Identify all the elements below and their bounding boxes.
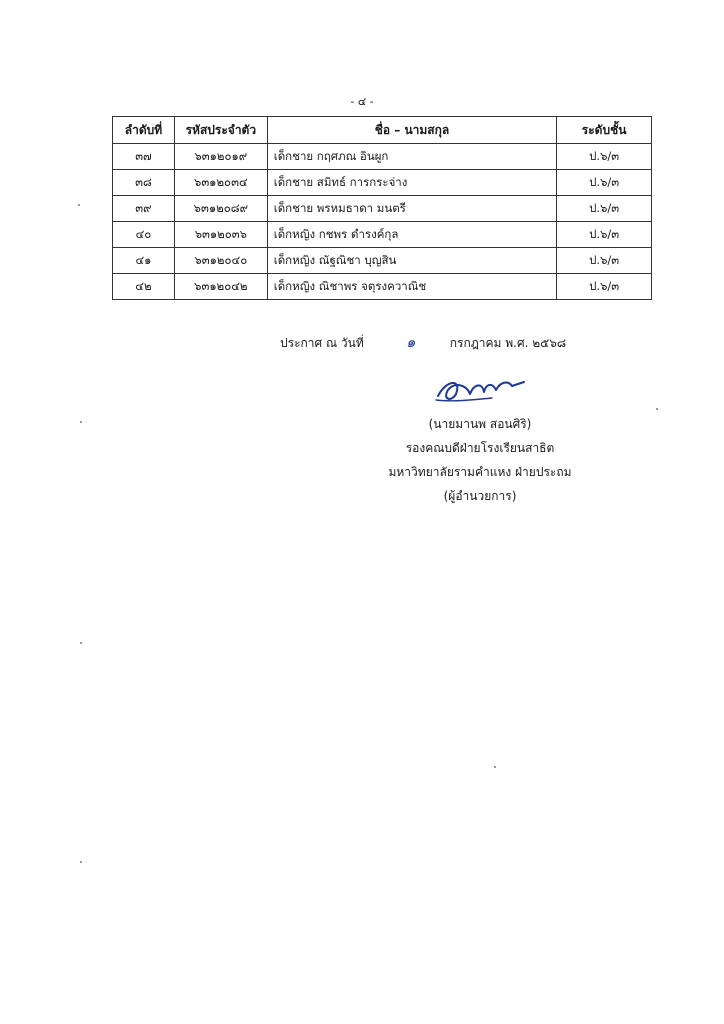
signatory-institution: มหาวิทยาลัยรามคำแหง ฝ่ายประถม	[388, 465, 572, 479]
signature-block	[380, 412, 580, 508]
announcement-month-year: กรกฎาคม พ.ศ. ๒๕๖๘	[449, 336, 567, 350]
cell-no: ๓๗	[113, 144, 175, 170]
table-row	[113, 274, 652, 300]
page-number: - ๔ -	[350, 95, 374, 108]
scan-speck	[80, 642, 82, 644]
cell-id: ๖๓๑๒๐๓๖	[174, 222, 267, 248]
header-no: ลำดับที่	[113, 117, 175, 144]
cell-no: ๓๘	[113, 170, 175, 196]
student-table	[112, 116, 652, 300]
signatory-role: (ผู้อำนวยการ)	[443, 489, 517, 503]
cell-name: เด็กหญิง ณิชาพร จตุรงควาณิช	[267, 274, 556, 300]
cell-id: ๖๓๑๒๐๑๙	[174, 144, 267, 170]
cell-id: ๖๓๑๒๐๔๐	[174, 248, 267, 274]
table-row	[113, 248, 652, 274]
scan-speck	[494, 766, 496, 768]
cell-level: ป.๖/๓	[557, 274, 652, 300]
cell-name: เด็กหญิง กชพร ดำรงค์กุล	[267, 222, 556, 248]
cell-id: ๖๓๑๒๐๘๙	[174, 196, 267, 222]
table-row	[113, 170, 652, 196]
announcement-line	[280, 330, 566, 354]
cell-id: ๖๓๑๒๐๔๒	[174, 274, 267, 300]
handwritten-signature	[432, 372, 532, 406]
cell-level: ป.๖/๓	[557, 248, 652, 274]
table-row	[113, 196, 652, 222]
signatory-name: (นายมานพ สอนศิริ)	[428, 417, 532, 431]
header-level: ระดับชั้น	[557, 117, 652, 144]
table-header-row	[113, 117, 652, 144]
signatory-position: รองคณบดีฝ่ายโรงเรียนสาธิต	[405, 441, 555, 455]
table-row	[113, 222, 652, 248]
cell-id: ๖๓๑๒๐๓๔	[174, 170, 267, 196]
cell-level: ป.๖/๓	[557, 196, 652, 222]
cell-no: ๔๑	[113, 248, 175, 274]
cell-level: ป.๖/๓	[557, 170, 652, 196]
table-row	[113, 144, 652, 170]
cell-name: เด็กชาย กฤศภณ อินผูก	[267, 144, 556, 170]
cell-name: เด็กหญิง ณัฐณิชา บุญสิน	[267, 248, 556, 274]
cell-no: ๔๐	[113, 222, 175, 248]
cell-level: ป.๖/๓	[557, 144, 652, 170]
cell-name: เด็กชาย สมิทธ์ การกระจ่าง	[267, 170, 556, 196]
scan-speck	[80, 421, 82, 423]
scan-speck	[78, 204, 80, 206]
announcement-day: ๑	[405, 333, 416, 351]
cell-no: ๔๒	[113, 274, 175, 300]
cell-no: ๓๙	[113, 196, 175, 222]
scan-speck	[80, 861, 82, 863]
cell-level: ป.๖/๓	[557, 222, 652, 248]
announcement-prefix: ประกาศ ณ วันที่	[280, 336, 364, 350]
scan-speck	[656, 408, 658, 410]
header-id: รหัสประจำตัว	[174, 117, 267, 144]
cell-name: เด็กชาย พรหมธาดา มนตรี	[267, 196, 556, 222]
header-name: ชื่อ – นามสกุล	[267, 117, 556, 144]
